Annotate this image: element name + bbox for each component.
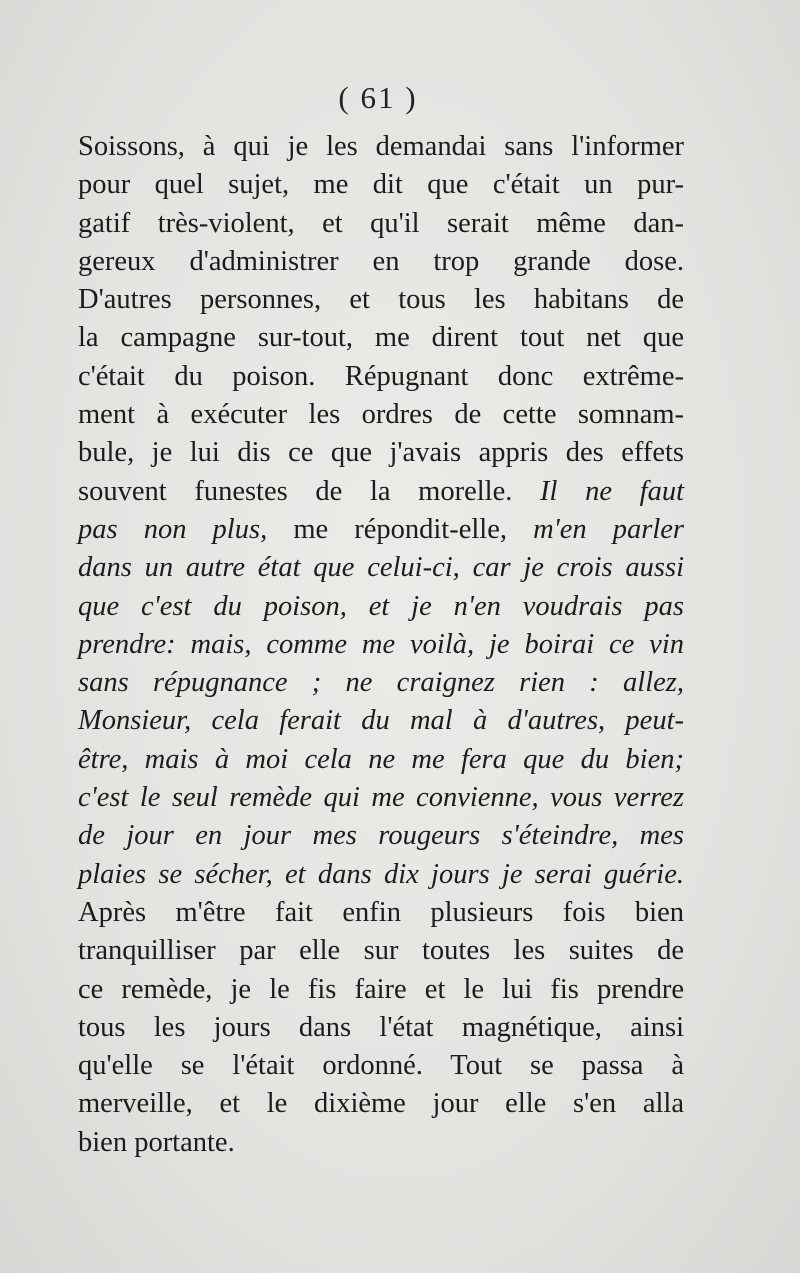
text-line-11-italic-b: m'en parler (533, 513, 685, 545)
text-line-13: que c'est du poison, et je n'en voudrais pas (78, 590, 684, 622)
text-line-24: tous les jours dans l'état magnétique, ainsi (78, 1011, 684, 1043)
text-line-3: gatif très-violent, et qu'il serait même dan- (78, 207, 684, 239)
text-line-23: ce remède, je le fis faire et le lui fis prendre (78, 973, 684, 1005)
text-line-4: gereux d'administrer en trop grande dose. (78, 245, 684, 277)
text-line-10 (78, 473, 684, 511)
text-line-11-italic-a: pas non plus, (78, 513, 268, 545)
text-line-17: être, mais à moi cela ne me fera que du bien; (78, 743, 684, 775)
text-line-14: prendre: mais, comme me voilà, je boirai ce vin (78, 628, 684, 660)
text-line-16: Monsieur, cela ferait du mal à d'autres, peut- (78, 705, 684, 737)
text-line-11 (78, 511, 684, 549)
text-line-25: qu'elle se l'était ordonné. Tout se passa à (78, 1050, 684, 1082)
text-line-18: c'est le seul remède qui me convienne, vous verrez (78, 782, 684, 814)
body-text (78, 128, 684, 1162)
text-line-12: dans un autre état que celui-ci, car je crois aussi (78, 552, 684, 584)
text-line-21: Après m'être fait enfin plusieurs fois bien (78, 896, 684, 928)
text-line-19: de jour en jour mes rougeurs s'éteindre, mes (78, 820, 684, 852)
text-line-11-roman: me répondit-elle, (293, 513, 507, 545)
text-line-20: plaies se sécher, et dans dix jours je serai guérie. (78, 858, 684, 890)
text-line-15: sans répugnance ; ne craignez rien : allez, (78, 667, 684, 699)
text-line-8: ment à exécuter les ordres de cette somnam- (78, 399, 684, 431)
text-line-1: Soissons, à qui je les demandai sans l'informer (78, 131, 684, 162)
text-line-6: la campagne sur-tout, me dirent tout net que (78, 322, 684, 354)
text-line-10-italic: Il ne faut (540, 475, 685, 507)
page-number: ( 61 ) (338, 80, 418, 115)
text-line-27: bien portante. (78, 1126, 235, 1158)
text-line-7: c'était du poison. Répugnant donc extrême- (78, 360, 684, 392)
text-line-26: merveille, et le dixième jour elle s'en alla (78, 1088, 684, 1120)
text-line-10-roman: souvent funestes de la morelle. (78, 475, 513, 507)
text-line-5: D'autres personnes, et tous les habitans de (78, 284, 684, 316)
text-line-2: pour quel sujet, me dit que c'était un pur- (78, 169, 684, 201)
text-line-9: bule, je lui dis ce que j'avais appris des effets (78, 437, 684, 469)
text-line-22: tranquilliser par elle sur toutes les suites de (78, 935, 684, 967)
